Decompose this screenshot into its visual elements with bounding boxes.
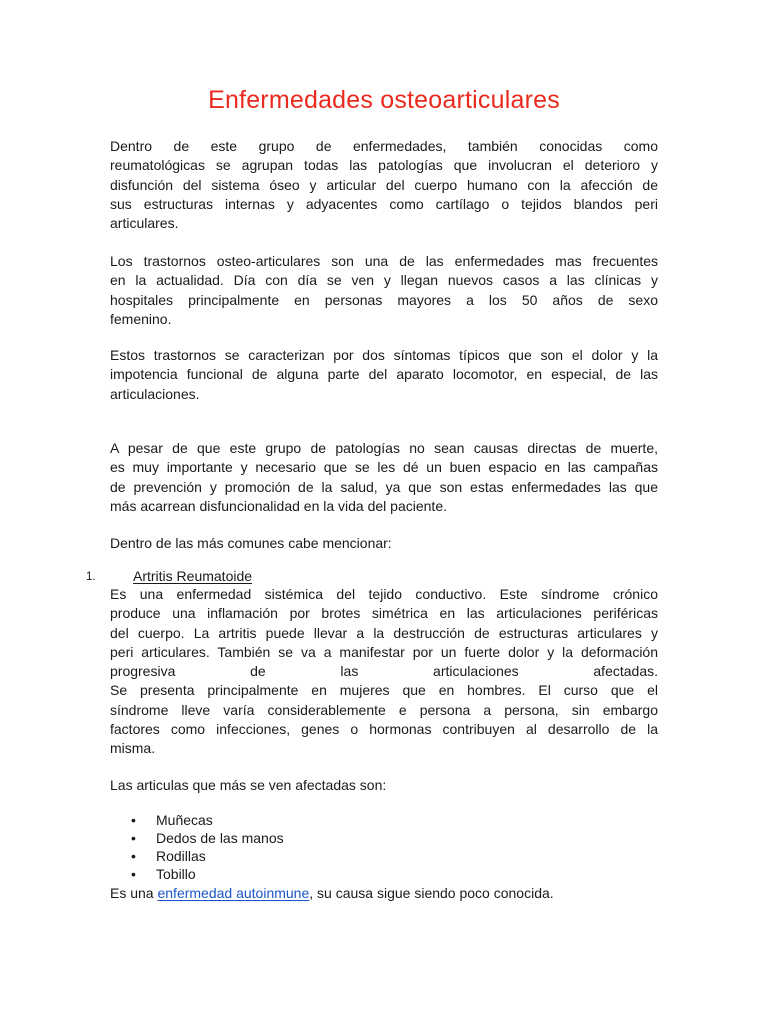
list-item bbox=[131, 829, 284, 847]
bullet-icon: • bbox=[131, 848, 136, 864]
paragraph-artritis bbox=[110, 585, 658, 759]
text-line: síndrome lleve varía considerablemente e persona a persona, sin embargo bbox=[110, 701, 658, 718]
text-line: hospitales principalmente en personas mayores a los 50 años de sexo bbox=[110, 291, 658, 308]
page-title: Enfermedades osteoarticulares bbox=[208, 86, 560, 114]
paragraph-frequency bbox=[110, 252, 658, 329]
text-line: factores como infecciones, genes o hormonas contribuyen al desarrollo de la bbox=[110, 721, 658, 738]
list-item bbox=[131, 811, 284, 829]
text-line: Estos trastornos se caracterizan por dos síntomas típicos que son el dolor y la bbox=[110, 347, 658, 363]
list-item-label: Muñecas bbox=[156, 812, 213, 828]
text-line bbox=[110, 884, 658, 903]
text-line: más acarrean disfuncionalidad en la vida del paciente. bbox=[110, 497, 447, 514]
text-line: peri articulares. También se va a manifestar por un fuerte dolor y la deformación bbox=[110, 643, 658, 660]
list-item bbox=[131, 865, 284, 883]
text-line: impotencia funcional de alguna parte del aparato locomotor, en especial, de las bbox=[110, 366, 658, 383]
bullet-icon: • bbox=[131, 812, 136, 828]
list-item-label: Tobillo bbox=[156, 866, 196, 882]
text-line: articulaciones. bbox=[110, 385, 200, 402]
paragraph-common-intro bbox=[110, 534, 658, 553]
text-after-link: , su causa sigue siendo poco conocida. bbox=[309, 885, 554, 901]
affected-joints-list bbox=[131, 811, 284, 883]
text-line: es muy importante y necesario que se les dé un buen espacio en las campañas bbox=[110, 459, 658, 476]
text-line: A pesar de que este grupo de patologías no sean causas directas de muerte, bbox=[110, 440, 658, 456]
text-line: Dentro de este grupo de enfermedades, también conocidas como bbox=[110, 138, 658, 154]
text-line: Las articulas que más se ven afectadas son: bbox=[110, 777, 387, 793]
bullet-icon: • bbox=[131, 866, 136, 882]
list-item-label: Dedos de las manos bbox=[156, 830, 284, 846]
text-line: en la actualidad. Día con día se ven y llegan nuevos casos a las clínicas y bbox=[110, 272, 658, 289]
paragraph-prevention bbox=[110, 439, 658, 516]
text-before-link: Es una bbox=[110, 885, 158, 901]
paragraph-autoimmune bbox=[110, 884, 658, 903]
text-line: reumatológicas se agrupan todas las patologías que involucran el deterioro y bbox=[110, 157, 658, 174]
text-line: disfunción del sistema óseo y articular del cuerpo humano con la afección de bbox=[110, 176, 658, 193]
text-line: de prevención y promoción de la salud, ya que son estas enfermedades las que bbox=[110, 478, 658, 495]
text-line: articulares. bbox=[110, 215, 179, 232]
paragraph-intro bbox=[110, 137, 658, 233]
text-line: Se presenta principalmente en mujeres que en hombres. El curso que el bbox=[110, 682, 658, 699]
bullet-icon: • bbox=[131, 830, 136, 846]
text-line: progresiva de las articulaciones afectadas. bbox=[110, 663, 658, 680]
text-line: produce una inflamación por brotes simétrica en las articulaciones periféricas bbox=[110, 605, 658, 622]
text-line: femenino. bbox=[110, 310, 172, 327]
list-item-label: Rodillas bbox=[156, 848, 206, 864]
list-number: 1. bbox=[86, 571, 96, 583]
text-line: misma. bbox=[110, 740, 156, 757]
text-line: sus estructuras internas y adyacentes como cartílago o tejidos blandos peri bbox=[110, 195, 658, 212]
paragraph-symptoms bbox=[110, 346, 658, 404]
paragraph-affected-joints bbox=[110, 776, 658, 795]
list-item bbox=[131, 847, 284, 865]
text-line: Los trastornos osteo-articulares son una de las enfermedades mas frecuentes bbox=[110, 253, 658, 269]
section-heading-artritis: Artritis Reumatoide bbox=[133, 568, 253, 584]
text-line: Es una enfermedad sistémica del tejido conductivo. Este síndrome crónico bbox=[110, 586, 658, 602]
autoimmune-link[interactable]: enfermedad autoinmune bbox=[157, 885, 310, 901]
text-line: del cuerpo. La artritis puede llevar a la destrucción de estructuras articulares y bbox=[110, 624, 658, 641]
text-line: Dentro de las más comunes cabe mencionar: bbox=[110, 535, 392, 551]
